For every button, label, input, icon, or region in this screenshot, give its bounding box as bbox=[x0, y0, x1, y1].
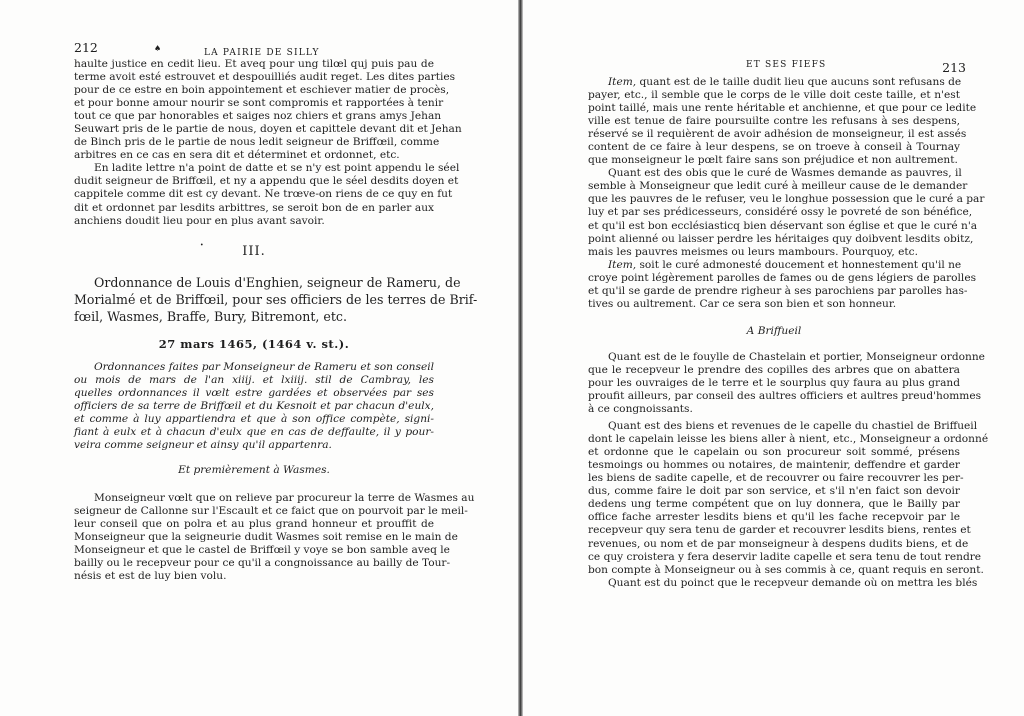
bullet-icon: • bbox=[200, 241, 204, 249]
book-gutter bbox=[518, 0, 523, 716]
text-line: leur conseil que on polra et au plus grand honneur et prouffit de bbox=[74, 518, 434, 531]
text-line: Item, soit le curé admonesté doucement et honnestement qu'il ne bbox=[608, 258, 962, 271]
text-line: et pour bonne amour nourir se sont compromis et rapportées à tenir bbox=[74, 97, 444, 110]
left-running-title: LA PAIRIE DE SILLY bbox=[204, 48, 320, 58]
text-line: officiers de sa terre de Briffœil et du Kesnoit et par chacun d'eulx, bbox=[74, 399, 434, 412]
left-para-1 bbox=[74, 58, 462, 162]
text-line: terme avoit esté estrouvet et despouilliés audit reget. Les dites parties bbox=[74, 71, 456, 84]
text-line: Morialmé et de Briffœil, pour ses officiers de les terres de Brif- bbox=[74, 291, 478, 307]
right-para-6 bbox=[588, 576, 978, 590]
text-line: à ce congnoissants. bbox=[588, 403, 693, 416]
text-line: Ordonnances faites par Monseigneur de Rameru et son conseil bbox=[94, 360, 434, 373]
text-line: Quant est du poinct que le recepveur demande où on mettra les blés bbox=[608, 576, 978, 589]
text-line: et comme à luy appartiendra et que à son office compète, signi- bbox=[74, 412, 434, 425]
text-line: seigneur de Callonne sur l'Escault et ce faict que on pourvoit par le meil- bbox=[74, 504, 468, 517]
text-line: revenues, ou nom et de par monseigneur à despens dudits biens, et de bbox=[588, 537, 969, 550]
subheading-wasmes: Et premièrement à Wasmes. bbox=[178, 463, 330, 476]
text-line: anchiens doudit lieu pour en plus avant savoir. bbox=[74, 214, 325, 227]
text-line: bon compte à Monseigneur ou à ses commis à ce, quant requis en seront. bbox=[588, 563, 984, 576]
text-line: fiant à eulx et à chacun d'eulx que en cas de deffaulte, il y pour- bbox=[74, 425, 434, 438]
text-line: Quant est de le fouylle de Chastelain et portier, Monseigneur ordonne bbox=[608, 350, 985, 363]
text-line: et qu'il est bon ecclésiasticq bien déservant son église et que le curé n'a bbox=[588, 219, 978, 232]
text-line: Quant est des biens et revenues de le capelle du chastiel de Briffueil bbox=[608, 420, 978, 433]
right-para-3 bbox=[588, 258, 977, 311]
right-para-4 bbox=[588, 350, 985, 416]
text-line: et qu'il se garde de prendre righeur à ses parochiens par parolles has- bbox=[588, 284, 968, 297]
text-line: ou mois de mars de l'an xiiij. et lxiiij. stil de Cambray, les bbox=[74, 373, 434, 386]
text-line: dudit seigneur de Briffœil, et ny a appendu que le séel desdits doyen et bbox=[74, 175, 459, 188]
text-line: luy et par ses prédicesseurs, considéré ossy le povreté de son bénéfice, bbox=[588, 206, 973, 219]
text-line: que les pauvres de le refuser, veu le longhue possession que le curé a par bbox=[588, 193, 985, 206]
text-line: En ladite lettre n'a point de datte et se n'y est point appendu le séel bbox=[94, 162, 460, 175]
text-line: payer, etc., il semble que le corps de le ville doit ceste taille, et n'est bbox=[588, 89, 960, 102]
right-running-head bbox=[588, 36, 966, 76]
section-number-block bbox=[74, 228, 434, 268]
section-number: III. bbox=[242, 243, 266, 259]
subheading-briffueil: A Briffueil bbox=[746, 324, 802, 337]
text-line: point taillé, mais une rente héritable et anchienne, et que pour ce ledite bbox=[588, 102, 977, 115]
text-line: ville est tenue de faire poursuilte contre les refusans à ses despens, bbox=[588, 115, 960, 128]
text-line: cappitele comme dit est cy devant. Ne trœve-on riens de ce quy en fut bbox=[74, 188, 453, 201]
right-running-title: ET SES FIEFS bbox=[746, 60, 827, 70]
text-line: Quant est des obis que le curé de Wasmes demande as pauvres, il bbox=[608, 167, 962, 180]
text-line: que le recepveur le prendre des copilles des arbres que on abattera bbox=[588, 363, 960, 376]
left-page-number: 212 bbox=[74, 40, 98, 55]
left-para-3 bbox=[74, 491, 475, 583]
text-line: fœil, Wasmes, Braffe, Bury, Bitremont, etc. bbox=[74, 308, 347, 324]
text-line: tesmoings ou hommes ou notaires, de maintenir, deffendre et garder bbox=[588, 459, 960, 472]
text-line: dont le capelain leisse les biens aller à nient, etc., Monseigneur a ordonné bbox=[588, 433, 989, 446]
text-line: pour de ce estre en boin appointement et eschiever matier de procès, bbox=[74, 84, 450, 97]
text-line: office fache arrester lesdits biens et qu'il les fache recepvoir par le bbox=[588, 511, 960, 524]
section-heading bbox=[74, 274, 478, 325]
text-line: croye point légèrement parolles de fames ou de gens légiers de parolles bbox=[588, 271, 977, 284]
text-line: veira comme seigneur et ainsy qu'il appartenra. bbox=[74, 438, 332, 451]
text-line: Monseigneur que la seigneurie dudit Wasmes soit remise en le main de bbox=[74, 531, 458, 544]
text-line: haulte justice en cedit lieu. Et aveq pour ung tilœl quj puis pau de bbox=[74, 58, 434, 70]
date-line: 27 mars 1465, (1464 v. st.). bbox=[158, 336, 350, 351]
text-line: pour les ouvraiges de le terre et le sourplus quy faura au plus grand bbox=[588, 376, 960, 389]
right-para-1 bbox=[588, 76, 977, 167]
text-line: proufit ailleurs, par conseil des aultres officiers et aultres preud'hommes bbox=[588, 389, 982, 402]
text-line: et ordonne que le capelain ou son procureur soit sommé, présens bbox=[588, 446, 960, 459]
text-line: mais les pauvres meismes ou leurs mambours. Pourquoy, etc. bbox=[588, 245, 918, 258]
text-line: dedens ung terme compétent que on luy donnera, que le Bailly par bbox=[588, 498, 960, 511]
text-line: tives ou aultrement. Car ce sera son bien et son honneur. bbox=[588, 297, 897, 310]
text-line: arbitres en ce cas en sera dit et déterminet et ordonnet, etc. bbox=[74, 149, 400, 162]
right-page bbox=[588, 36, 989, 590]
text-line: dit et ordonnet par lesdits arbittres, se seroit bon de en parler aux bbox=[74, 201, 434, 214]
text-line: dus, comme faire le doit par son service, et s'il n'en faict son devoir bbox=[588, 485, 960, 498]
text-line: Monseigneur vœlt que on relieve par procureur la terre de Wasmes au bbox=[94, 491, 475, 504]
text-line: réservé se il requièrent de avoir adhésion de monseigneur, il est assés bbox=[588, 128, 967, 141]
text-line: que monseigneur le pœlt faire sans son préjudice et non aultrement. bbox=[588, 154, 958, 167]
right-para-5 bbox=[588, 420, 989, 577]
text-line: semble à Monseigneur que ledit curé à meilleur cause de le demander bbox=[588, 180, 968, 193]
text-line: quelles ordonnances il vœlt estre gardées et observées par ses bbox=[74, 386, 434, 399]
left-running-head bbox=[74, 36, 434, 58]
text-line: tout ce que par honorables et saiges noz chiers et grans amys Jehan bbox=[74, 110, 442, 123]
section-heading-text bbox=[74, 274, 478, 325]
ordinance-preamble-text bbox=[74, 361, 434, 452]
right-para-2 bbox=[588, 167, 985, 258]
left-page bbox=[74, 36, 478, 583]
ordinance-preamble bbox=[74, 361, 434, 452]
text-line: nésis et est de luy bien volu. bbox=[74, 570, 227, 583]
text-line: Monseigneur et que le castel de Briffœil y voye se bon samble aveq le bbox=[74, 544, 450, 557]
text-line: point alienné ou laisser perdre les héritaiges quy doibvent lesdits obitz, bbox=[588, 232, 974, 245]
text-line: Seuwart pris de le partie de nous, doyen et capittele devant dit et Jehan bbox=[74, 123, 462, 136]
left-para-2 bbox=[74, 162, 460, 227]
text-line: de Binch pris de le partie de nous ledit seigneur de Briffœil, comme bbox=[74, 136, 440, 149]
right-page-number: 213 bbox=[942, 60, 966, 75]
text-line: bailly ou le recepveur pour ce qu'il a congnoissance au bailly de Tour- bbox=[74, 557, 451, 570]
text-line: recepveur quy sera tenu de garder et recouvrer lesdits biens, rentes et bbox=[588, 524, 971, 537]
text-line: content de ce faire à leur despens, se on troeve à conseil à Tournay bbox=[588, 141, 960, 154]
text-line: Item, quant est de le taille dudit lieu que aucuns sont refusans de bbox=[608, 76, 962, 88]
ornament-icon: ♠ bbox=[154, 44, 163, 53]
text-line: ce quy croistera y fera deservir ladite capelle et sera tenu de tout rendre bbox=[588, 550, 982, 563]
text-line: Ordonnance de Louis d'Enghien, seigneur de Rameru, de bbox=[94, 274, 461, 290]
text-line: les biens de sadite capelle, et de recouvrer ou faire recouvrer les per- bbox=[588, 472, 964, 485]
